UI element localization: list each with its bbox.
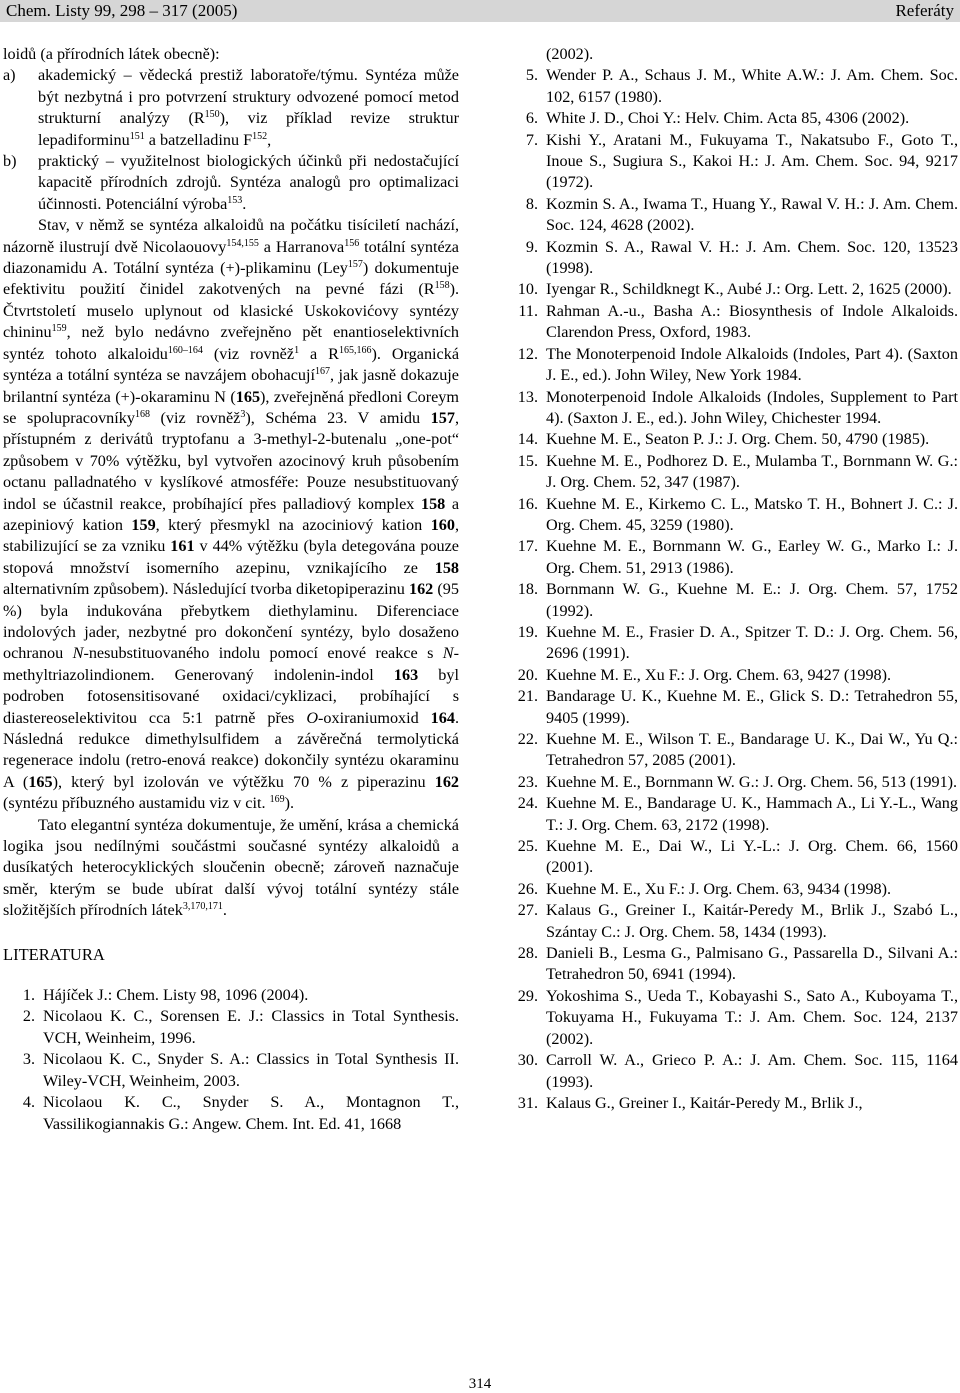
reference-number: 5. <box>525 66 538 85</box>
reference-item <box>508 1050 958 1093</box>
reference-text: Kuehne M. E., Wilson T. E., Bandarage U. K., Dai W., Yu Q.: Tetrahedron 57, 2085 (2001). <box>546 730 958 770</box>
reference-number: 16. <box>517 494 538 513</box>
reference-text: Monoterpenoid Indole Alkaloids (Indoles, Supplement to Part 4). (Saxton J. E., ed.). John Wiley, Chichester 1994. <box>546 387 958 427</box>
references-left <box>3 985 459 1135</box>
reference-text: The Monoterpenoid Indole Alkaloids (Indoles, Part 4). (Saxton J. E., ed.). John Wiley, New York 1984. <box>546 344 958 385</box>
reference-number: 20. <box>517 665 538 684</box>
reference-number: 21. <box>517 687 538 706</box>
intro-line: loidů (a přírodních látek obecně): <box>3 45 220 63</box>
reference-text: Kuehne M. E., Bornmann W. G., Earley W. G., Marko I.: J. Org. Chem. 51, 2913 (1986). <box>546 537 958 577</box>
running-header <box>0 0 960 22</box>
reference-number: 17. <box>517 537 538 556</box>
reference-item <box>508 729 958 772</box>
reference-text: Kalaus G., Greiner I., Kaitár-Peredy M., Brlik J., Szabó L., Szántay C.: J. Org. Chem. 58, 1434 (1993). <box>546 901 958 941</box>
reference-text: Yokoshima S., Ueda T., Kobayashi S., Sato A., Kuboyama T., Tokuyama H., Fukuyama T.: J. Am. Chem. Soc. 124, 2137 (2002). <box>546 986 958 1048</box>
reference-text: Bandarage U. K., Kuehne M. E., Glick S. D.: Tetrahedron 55, 9405 (1999). <box>546 687 958 727</box>
reference-item <box>3 1092 459 1135</box>
journal-citation: Chem. Listy 99, 298 – 317 (2005) <box>6 1 238 20</box>
reference-continuation: (2002). <box>546 45 594 63</box>
reference-text: Kuehne M. E., Xu F.: J. Org. Chem. 63, 9427 (1998). <box>546 665 892 684</box>
reference-text: Nicolaou K. C., Snyder S. A., Montagnon T., Vassilikogiannakis G.: Angew. Chem. Int. Ed. 41, 1668 <box>43 1093 459 1133</box>
reference-item <box>508 900 958 943</box>
reference-item <box>508 836 958 879</box>
reference-text: Rahman A.-u., Basha A.: Biosynthesis of Indole Alkaloids. Clarendon Press, Oxford, 1983. <box>546 301 958 342</box>
reference-number: 30. <box>517 1051 538 1070</box>
reference-text: Kuehne M. E., Podhorez D. E., Mulamba T., Bornmann W. G.: J. Org. Chem. 52, 347 (1987). <box>546 451 958 492</box>
reference-text: Kuehne M. E., Kirkemo C. L., Matsko T. H., Bohnert J. C.: J. Org. Chem. 45, 3259 (1980). <box>546 494 958 534</box>
reference-number: 19. <box>517 622 538 641</box>
reference-item <box>3 1006 459 1049</box>
reference-item <box>508 429 958 450</box>
reference-item <box>508 237 958 280</box>
reference-number: 25. <box>517 837 538 856</box>
list-item-a: a) akademický – vědecká prestiž laboratoře/týmu. Syntéza může být nezbytná i pro potvrzení struktury odvozené pomocí metod strukturní analýzy $(R^{150})$, viz příklad revize struktur lepadiforminu$^{151}$ a batzelladinu $F^{152}$, <box>3 66 459 149</box>
reference-item <box>508 686 958 729</box>
reference-text: Hájíček J.: Chem. Listy 98, 1096 (2004). <box>43 986 309 1005</box>
reference-item <box>508 665 958 686</box>
reference-item <box>508 108 958 129</box>
reference-number: 9. <box>525 237 538 256</box>
reference-number: 4. <box>22 1093 35 1112</box>
reference-item <box>508 451 958 494</box>
reference-text: Kuehne M. E., Bandarage U. K., Hammach A., Li Y.-L., Wang T.: J. Org. Chem. 63, 2172 (1998). <box>546 794 958 834</box>
reference-text: Nicolaou K. C., Snyder S. A.: Classics in Total Synthesis II. Wiley-VCH, Weinheim, 2003. <box>43 1050 459 1090</box>
reference-item <box>508 879 958 900</box>
reference-number: 11. <box>518 301 538 320</box>
reference-item <box>508 579 958 622</box>
reference-number: 8. <box>525 194 538 213</box>
reference-text: Kozmin S. A., Iwama T., Huang Y., Rawal V. H.: J. Am. Chem. Soc. 124, 4628 (2002). <box>546 194 958 235</box>
reference-number: 18. <box>517 580 538 599</box>
reference-text: Nicolaou K. C., Sorensen E. J.: Classics in Total Synthesis. VCH, Weinheim, 1996. <box>43 1007 459 1047</box>
reference-text: Danieli B., Lesma G., Palmisano G., Passarella D., Silvani A.: Tetrahedron 50, 6941 (1994). <box>546 944 958 984</box>
reference-number: 27. <box>517 901 538 920</box>
paragraph-conclusion: Tato elegantní syntéza dokumentuje, že umění, krása a chemická logika jsou nedílnými součástmi současné syntézy alkaloidů a dusíkatých heterocyklických sloučenin obecně; zároveň naznačuje směr, kterým se bude ubírat další vývoj totální syntézy stále složitějších přírodních látek$^{3,170,171}$. <box>3 815 459 920</box>
reference-item <box>508 772 958 793</box>
reference-number: 13. <box>517 387 538 406</box>
reference-number: 2. <box>22 1007 35 1026</box>
reference-text: White J. D., Choi Y.: Helv. Chim. Acta 85, 4306 (2002). <box>546 109 910 128</box>
reference-text: Carroll W. A., Grieco P. A.: J. Am. Chem. Soc. 115, 1164 (1993). <box>546 1051 958 1091</box>
reference-item <box>3 985 459 1006</box>
reference-text: Kuehne M. E., Xu F.: J. Org. Chem. 63, 9434 (1998). <box>546 879 892 898</box>
reference-text: Kozmin S. A., Rawal V. H.: J. Am. Chem. Soc. 120, 13523 (1998). <box>546 237 958 278</box>
reference-item <box>508 494 958 537</box>
reference-number: 12. <box>517 344 538 363</box>
reference-item <box>508 344 958 387</box>
reference-text: Iyengar R., Schildknegt K., Aubé J.: Org. Lett. 2, 1625 (2000). <box>546 280 952 299</box>
page-number: 314 <box>468 1376 492 1392</box>
reference-text: Kishi Y., Aratani M., Fukuyama T., Nakatsubo F., Goto T., Inoue S., Sugiura S., Kakoi H.: J. Am. Chem. Soc. 94, 9217 (1972). <box>546 130 958 192</box>
reference-text: Kuehne M. E., Frasier D. A., Spitzer T. D.: J. Org. Chem. 56, 2696 (1991). <box>546 622 958 663</box>
reference-item <box>3 1049 459 1092</box>
left-column <box>3 44 459 1135</box>
reference-item <box>508 301 958 344</box>
reference-number: 15. <box>517 451 538 470</box>
reference-item <box>508 986 958 1050</box>
reference-item <box>508 536 958 579</box>
paragraph-synthesis: Stav, v němž se syntéza alkaloidů na počátku tisíciletí nachází, názorně ilustrují dvě Nicolaouovy$^{154,155}$ a Harranova$^{156}$ totální syntéza diazonamidu A. Totální syntéza (+)-plikaminu (Ley$^{157}$) dokumentuje efektivitu použití činidel zakotvených na pevné fázi $(R^{158})$. Čtvrtstoletí muselo uplynout od klasické Uskokovićovy syntézy chininu$^{159}$, než bylo nedávno zveřejněno pět enantioselektivních syntéz tohoto alkaloidu$^{160-164}$ (viz rovněž$^1$ a R$^{165,166}$). Organická syntéza a totální syntéza se navzájem obohacují$^{167}$, jak jasně dokazuje brilantní syntéza (+)-okaraminu N (165), zveřejněná předloni Coreym se spolupracovníky$^{168}$ (viz rovněž$^3$), Schéma 23. V amidu 157, přístupném z derivátů tryptofanu a 3-methyl-2-butenalu „one-pot“ způsobem v 70% výtěžku, byl vytvořen azocinový kruh působením octanu palladnatého v kyslíkové atmosféře: Pouze nesubstituovaný indol se účastnil reakce, probíhající přes palladiový komplex 158 a azepiniový kation 159, který přesmykl na azociniový kation 160, stabilizující se za vzniku 161 v 44% výtěžku (byla detegována pouze stopová množství isomerního azepinu, vznikajícího ze 158 alternativním způsobem). Následující tvorba diketopiperazinu 162 (95 %) byla indukována přebytkem diethylaminu. Diferenciace indolových jader, nezbytné pro dokončení syntézy, bylo dosaženo ochranou N-nesubstituovaného indolu pomocí enové reakce s N-methyltriazolindionem. Generovaný indolenin-indol 163 byl podroben fotosensitisované oxidaci/cyklizaci, probíhající s diastereoselektivitou cca 5:1 patrně přes O-oxiraniumoxid 164. Následná redukce dimethylsulfidem a závěrečná termolytická regenerace indolu (retro-enová reakce) dokončily syntézu okaraminu A (165), který byl izolován ve výtěžku 70 % z piperazinu 162 (syntézu příbuzného austamidu viz v cit. $^{169}$). <box>3 216 460 813</box>
reference-item <box>508 130 958 194</box>
reference-number: 22. <box>517 730 538 748</box>
reference-item <box>508 622 958 665</box>
section-label: Referáty <box>895 1 954 20</box>
reference-text: Wender P. A., Schaus J. M., White A.W.: J. Am. Chem. Soc. 102, 6157 (1980). <box>546 66 958 106</box>
reference-number: 14. <box>517 430 538 449</box>
reference-number: 26. <box>517 879 538 898</box>
reference-text: Kuehne M. E., Seaton P. J.: J. Org. Chem. 50, 4790 (1985). <box>546 430 930 449</box>
reference-text: Kuehne M. E., Bornmann W. G.: J. Org. Chem. 56, 513 (1991). <box>546 772 958 791</box>
reference-number: 7. <box>525 130 538 149</box>
reference-text: Bornmann W. G., Kuehne M. E.: J. Org. Chem. 57, 1752 (1992). <box>546 580 958 620</box>
literature-heading: LITERATURA <box>3 944 105 964</box>
right-column <box>508 44 958 1114</box>
reference-item <box>508 65 958 108</box>
reference-item <box>508 1093 958 1114</box>
reference-number: 10. <box>517 280 538 299</box>
reference-number: 29. <box>517 986 538 1005</box>
reference-number: 23. <box>517 772 538 791</box>
reference-number: 31. <box>517 1093 538 1112</box>
list-item-b: b) praktický – využitelnost biologických účinků při nedostačující kapacitě přírodních zdrojů. Syntéza analogů pro optimalizaci účinnosti. Potenciální výroba$^{153}$. <box>3 152 459 213</box>
reference-number: 1. <box>22 986 35 1005</box>
reference-item <box>508 387 958 430</box>
reference-item <box>508 793 958 836</box>
reference-text: Kuehne M. E., Dai W., Li Y.-L.: J. Org. Chem. 66, 1560 (2001). <box>546 837 958 877</box>
reference-item <box>508 279 958 300</box>
reference-item <box>508 194 958 237</box>
reference-number: 6. <box>525 109 538 128</box>
reference-number: 24. <box>517 794 538 813</box>
reference-text: Kalaus G., Greiner I., Kaitár-Peredy M., Brlik J., <box>546 1093 863 1112</box>
reference-number: 28. <box>517 944 538 963</box>
references-right <box>508 65 958 1114</box>
reference-item <box>508 943 958 986</box>
reference-number: 3. <box>22 1050 35 1069</box>
